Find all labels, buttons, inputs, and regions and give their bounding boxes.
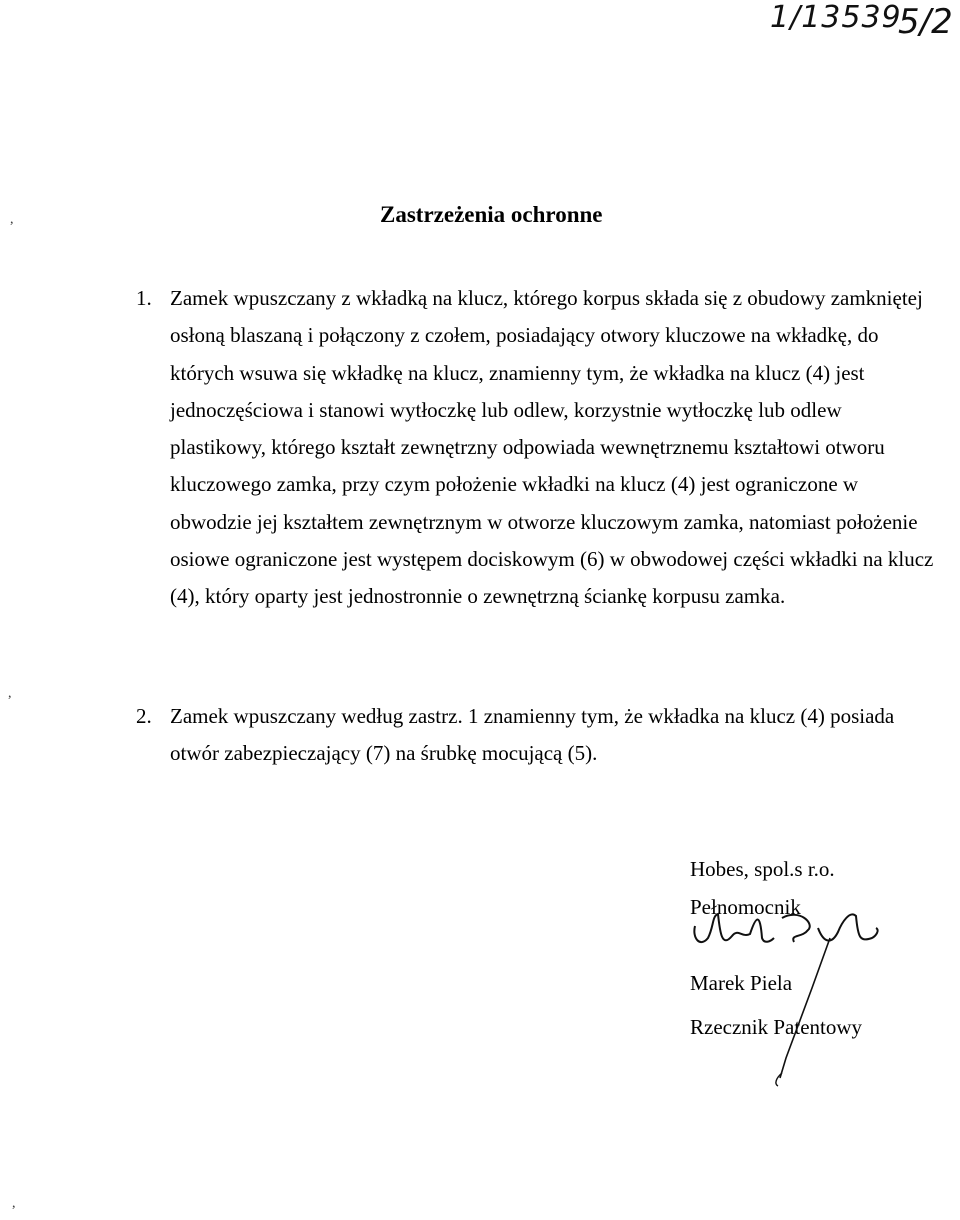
claim-text: Zamek wpuszczany z wkładką na klucz, którego korpus składa się z obudowy zamkniętej osłoną blaszaną i połączony z czołem, posiadający otwory kluczowe na wkładkę, do których wsuwa się wkładkę na klucz, znamienny tym, że wkładka na klucz (4) jest jednoczęściowa i stanowi wytłoczkę lub odlew, korzystnie wytłoczkę lub odlew plastikowy, którego kształt zewnętrzny odpowiada wewnętrznemu kształtowi otworu kluczowego zamka, przy czym położenie wkładki na klucz (4) jest ograniczone w obwodzie jej kształtem zewnętrznym w otworze kluczowym zamka, natomiast położenie osiowe ograniczone jest występem dociskowym (6) w obwodowej części wkładki na klucz (4), który oparty jest jednostronnie o zewnętrzną ściankę korpusu zamka. — [170, 286, 934, 609]
claim-1 — [136, 280, 940, 616]
page-marker: 5/2 — [898, 2, 953, 42]
signatory-title: Rzecznik Patentowy — [690, 1015, 863, 1039]
role-label: Pełnomocnik — [690, 895, 801, 919]
margin-tick-mark: , — [10, 212, 14, 227]
claim-2 — [136, 698, 940, 773]
signatory-name: Marek Piela — [690, 971, 793, 995]
claim-number: 1. — [136, 286, 152, 310]
company-name: Hobes, spol.s r.o. — [690, 857, 835, 881]
handwritten-number: 1/13539 — [770, 0, 902, 35]
margin-tick-mark: , — [12, 1196, 16, 1211]
claim-number: 2. — [136, 704, 152, 728]
document-title: Zastrzeżenia ochronne — [380, 202, 603, 227]
handwritten-signature-icon — [690, 908, 890, 1088]
margin-tick-mark: , — [8, 686, 12, 701]
claim-text: Zamek wpuszczany według zastrz. 1 znamienny tym, że wkładka na klucz (4) posiada otwór zabezpieczający (7) na śrubkę mocującą (5). — [170, 704, 895, 766]
